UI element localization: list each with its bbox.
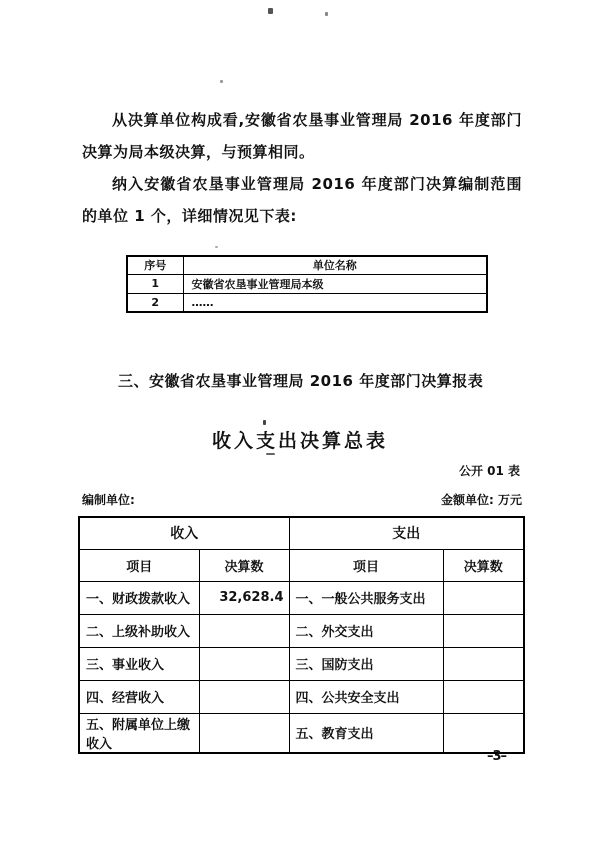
expense-group-header: 支出 bbox=[289, 517, 524, 549]
income-amount-cell bbox=[199, 614, 289, 647]
income-expense-table bbox=[78, 516, 525, 754]
income-item-cell: 三、事业收入 bbox=[79, 647, 199, 680]
income-item-cell: 四、经营收入 bbox=[79, 680, 199, 713]
expense-item-cell: 五、教育支出 bbox=[289, 713, 443, 753]
expense-amount-cell bbox=[443, 581, 524, 614]
scan-artifact bbox=[263, 420, 266, 425]
unit-name-cell: 安徽省农垦事业管理局本级 bbox=[183, 274, 487, 293]
scan-artifact bbox=[215, 246, 218, 248]
expense-item-cell: 一、一般公共服务支出 bbox=[289, 581, 443, 614]
income-item-cell: 二、上级补助收入 bbox=[79, 614, 199, 647]
intro-paragraphs bbox=[82, 104, 522, 232]
unit-name-cell: …… bbox=[183, 293, 487, 312]
page-number: –3– bbox=[487, 749, 507, 764]
table-row bbox=[79, 713, 524, 753]
table-row bbox=[127, 293, 487, 312]
scan-artifact bbox=[268, 8, 273, 14]
income-amount-cell bbox=[199, 713, 289, 753]
unit-table-header-index: 序号 bbox=[127, 256, 183, 274]
table-code-label: 公开 01 表 bbox=[458, 464, 520, 478]
income-amount-header: 决算数 bbox=[199, 549, 289, 581]
income-item-header: 项目 bbox=[79, 549, 199, 581]
section-heading: 三、安徽省农垦事业管理局 2016 年度部门决算报表 bbox=[118, 372, 484, 390]
expense-item-cell: 二、外交支出 bbox=[289, 614, 443, 647]
expense-amount-cell bbox=[443, 614, 524, 647]
expense-item-cell: 四、公共安全支出 bbox=[289, 680, 443, 713]
income-item-cell: 五、附属单位上缴收入 bbox=[79, 713, 199, 753]
paragraph-budget-scope: 纳入安徽省农垦事业管理局 2016 年度部门决算编制范围的单位 1 个，详细情况见下表: bbox=[82, 175, 522, 225]
income-group-header: 收入 bbox=[79, 517, 289, 549]
table-row bbox=[79, 647, 524, 680]
scan-artifact bbox=[220, 80, 223, 83]
expense-amount-cell bbox=[443, 680, 524, 713]
expense-item-cell: 三、国防支出 bbox=[289, 647, 443, 680]
unit-index-cell: 1 bbox=[127, 274, 183, 293]
table-row bbox=[127, 274, 487, 293]
table-row bbox=[79, 581, 524, 614]
scan-artifact bbox=[266, 453, 275, 455]
prepared-by-label: 编制单位: bbox=[82, 493, 135, 507]
table-row bbox=[79, 614, 524, 647]
report-title: 收入支出决算总表 bbox=[211, 430, 388, 452]
income-amount-cell: 32,628.4 bbox=[199, 581, 289, 614]
expense-amount-header: 决算数 bbox=[443, 549, 524, 581]
income-item-cell: 一、财政拨款收入 bbox=[79, 581, 199, 614]
unit-table-header-name: 单位名称 bbox=[183, 256, 487, 274]
expense-item-header: 项目 bbox=[289, 549, 443, 581]
paragraph-budget-composition: 从决算单位构成看,安徽省农垦事业管理局 2016 年度部门决算为局本级决算，与预算相同。 bbox=[82, 111, 522, 161]
column-header-row bbox=[79, 549, 524, 581]
table-row bbox=[79, 680, 524, 713]
amount-unit-label: 金额单位: 万元 bbox=[441, 493, 522, 507]
expense-amount-cell bbox=[443, 713, 524, 753]
unit-table-header-row bbox=[127, 256, 487, 274]
expense-amount-cell bbox=[443, 647, 524, 680]
income-amount-cell bbox=[199, 647, 289, 680]
unit-index-cell: 2 bbox=[127, 293, 183, 312]
unit-list-table bbox=[126, 255, 488, 313]
scan-artifact bbox=[325, 12, 328, 16]
income-amount-cell bbox=[199, 680, 289, 713]
group-header-row bbox=[79, 517, 524, 549]
